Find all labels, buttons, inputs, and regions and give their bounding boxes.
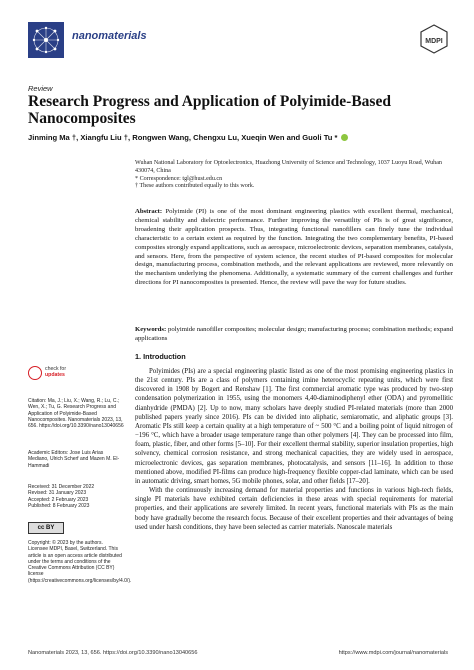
nanomaterials-logo-icon <box>28 22 64 58</box>
orcid-icon[interactable] <box>341 134 348 141</box>
journal-header <box>28 22 448 62</box>
correspondence: * Correspondence: tgl@hust.edu.cn <box>135 175 223 182</box>
abstract-label: Abstract: <box>135 208 163 215</box>
affiliation-address: Wuhan National Laboratory for Optoelectronics, Huazhong University of Science and Technology, 1037 Luoyu Road, Wuhan 430074, China <box>135 160 442 174</box>
abstract-text: Polyimide (PI) is one of the most dominant engineering plastics with excellent thermal, mechanical, chemical stability and dielectric performance. Further improving the versatility of PIs is of great significance, broadening their application prospects. Thus, integrating functional nanofillers can finely tune the individual characteristic to a certain extent as required by the function. Integrating the two complementary benefits, PI-based composites strongly expand applications, such as aerospace, microelectronic devices, separation membranes, catalysis, and sensors. Here, from the perspective of system science, the recent studies of PI-based composites for molecular design, manufacturing process, combination methods, and the relevant applications are reviewed, more relevantly on the mechanism underlying the phenomena. Additionally, a systematic summary of the current challenges and further directions for PI nanocomposites is presented. Hence, the review will pave the way for future studies. <box>135 208 453 287</box>
copyright-notice: Copyright: © 2023 by the authors. Licensee MDPI, Basel, Switzerland. This article is an open access article distributed under the terms and conditions of the Creative Commons Attribution (CC BY) license (https://creativecommons.org/licenses/by/4.0/). <box>28 540 132 584</box>
journal-name: nanomaterials <box>72 30 147 42</box>
abstract <box>135 208 453 288</box>
section-heading-introduction: 1. Introduction <box>135 352 186 361</box>
svg-text:MDPI: MDPI <box>425 38 443 45</box>
received-date: Received: 31 December 2022 <box>28 484 95 490</box>
article-title: Research Progress and Application of Polyimide-Based Nanocomposites <box>28 93 391 127</box>
author-list <box>28 133 448 142</box>
keywords-label: Keywords: <box>135 326 167 333</box>
publication-dates <box>28 484 124 509</box>
author-names: Jinming Ma †, Xiangfu Liu †, Rongwen Wang, Chengxu Lu, Xueqin Wen and Guoli Tu * <box>28 133 338 142</box>
mdpi-logo-icon <box>420 24 448 56</box>
check-updates-icon[interactable] <box>28 366 42 380</box>
footer-citation[interactable]: Nanomaterials 2023, 13, 656. https://doi.org/10.3390/nano13040656 <box>28 650 198 656</box>
intro-paragraph-2: With the continuously increasing demand for material properties and functions in various high-tech fields, single PI materials have exhibited certain deficiencies in these areas with special requirements for material properties, and their applications are severely limited. In recent years, functional materials with PIs as the main body have gradually become the research focus. Because of their excellent properties and their advantages of being used under harsh conditions, they have been selected as carrier materials. Nanoscale materials <box>135 487 453 531</box>
keywords <box>135 326 453 344</box>
published-date: Published: 8 February 2023 <box>28 502 90 509</box>
check-updates-label[interactable]: check for updates <box>45 366 67 378</box>
academic-editors: Academic Editors: Jose Luis Arias Mediano, Ulrich Scherf and Mazen M. El-Hammadi <box>28 450 120 469</box>
keywords-text: polyimide nanofiller composites; molecular design; manufacturing process; combination methods; expand applications <box>135 326 453 342</box>
equal-contribution-note: † These authors contributed equally to this work. <box>135 183 255 190</box>
affiliations <box>135 160 453 191</box>
accepted-date: Accepted: 2 February 2023 <box>28 496 89 503</box>
citation-block: Citation: Ma, J.; Liu, X.; Wang, R.; Lu, C.; Wen, X.; Tu, G. Research Progress and Application of Polyimide-Based Nanocomposites. Nanomaterials 2023, 13, 656. https://doi.org/10.3390/nano13040656 <box>28 398 124 430</box>
introduction-body <box>135 367 453 532</box>
intro-paragraph-1: Polyimides (PIs) are a special engineering plastic listed as one of the most promising engineering plastics in the 21st century. PIs are a class of polymers containing imine heterocyclic repeating units, which were first discovered in 1908 by Bogert and Renshaw [1]. The first commercial aromatic type was produced by two-step condensation polymerization in 1955, using the monomers 4,40-diaminodiphenyl ether (ODA) and pyromellitic dianhydride (PMDA) [2]. Up to now, many scholars have deeply studied PI-related materials (more than 2000 published papers yearly since 2016). PIs can be divided into aliphatic, semiaromatic, and aliphatic groups [3]. Aromatic PIs still keep a certain quality at a high temperature of ~ 500 °C and a boiling point of liquid nitrogen of −196 °C, which have a broader usage temperature range than other polymers [4]. They can be processed into film, foam, plastic, fiber, and other forms [5–10]. For their excellent thermal stability, superior insulation properties, high solvency, chemical corrosion resistance, and strong mechanical capacities, they are widely used in aerospace, microelectronic devices, gas separation membranes, photocatalysis, and sensors [11–16]. In addition to those mentioned above, modified PI-films can produce high-frequency flexible copper-clad laminate, which can be used in automatic driving, smart homes, 5G mobile phones, solar, and other fields [17–20]. <box>135 368 453 485</box>
revised-date: Revised: 31 January 2023 <box>28 490 87 497</box>
footer-journal-url[interactable]: https://www.mdpi.com/journal/nanomaterials <box>338 650 448 656</box>
cc-by-license-icon[interactable]: cc BY <box>28 522 64 534</box>
check-for-updates[interactable] <box>28 366 124 386</box>
document-type: Review <box>28 84 53 93</box>
